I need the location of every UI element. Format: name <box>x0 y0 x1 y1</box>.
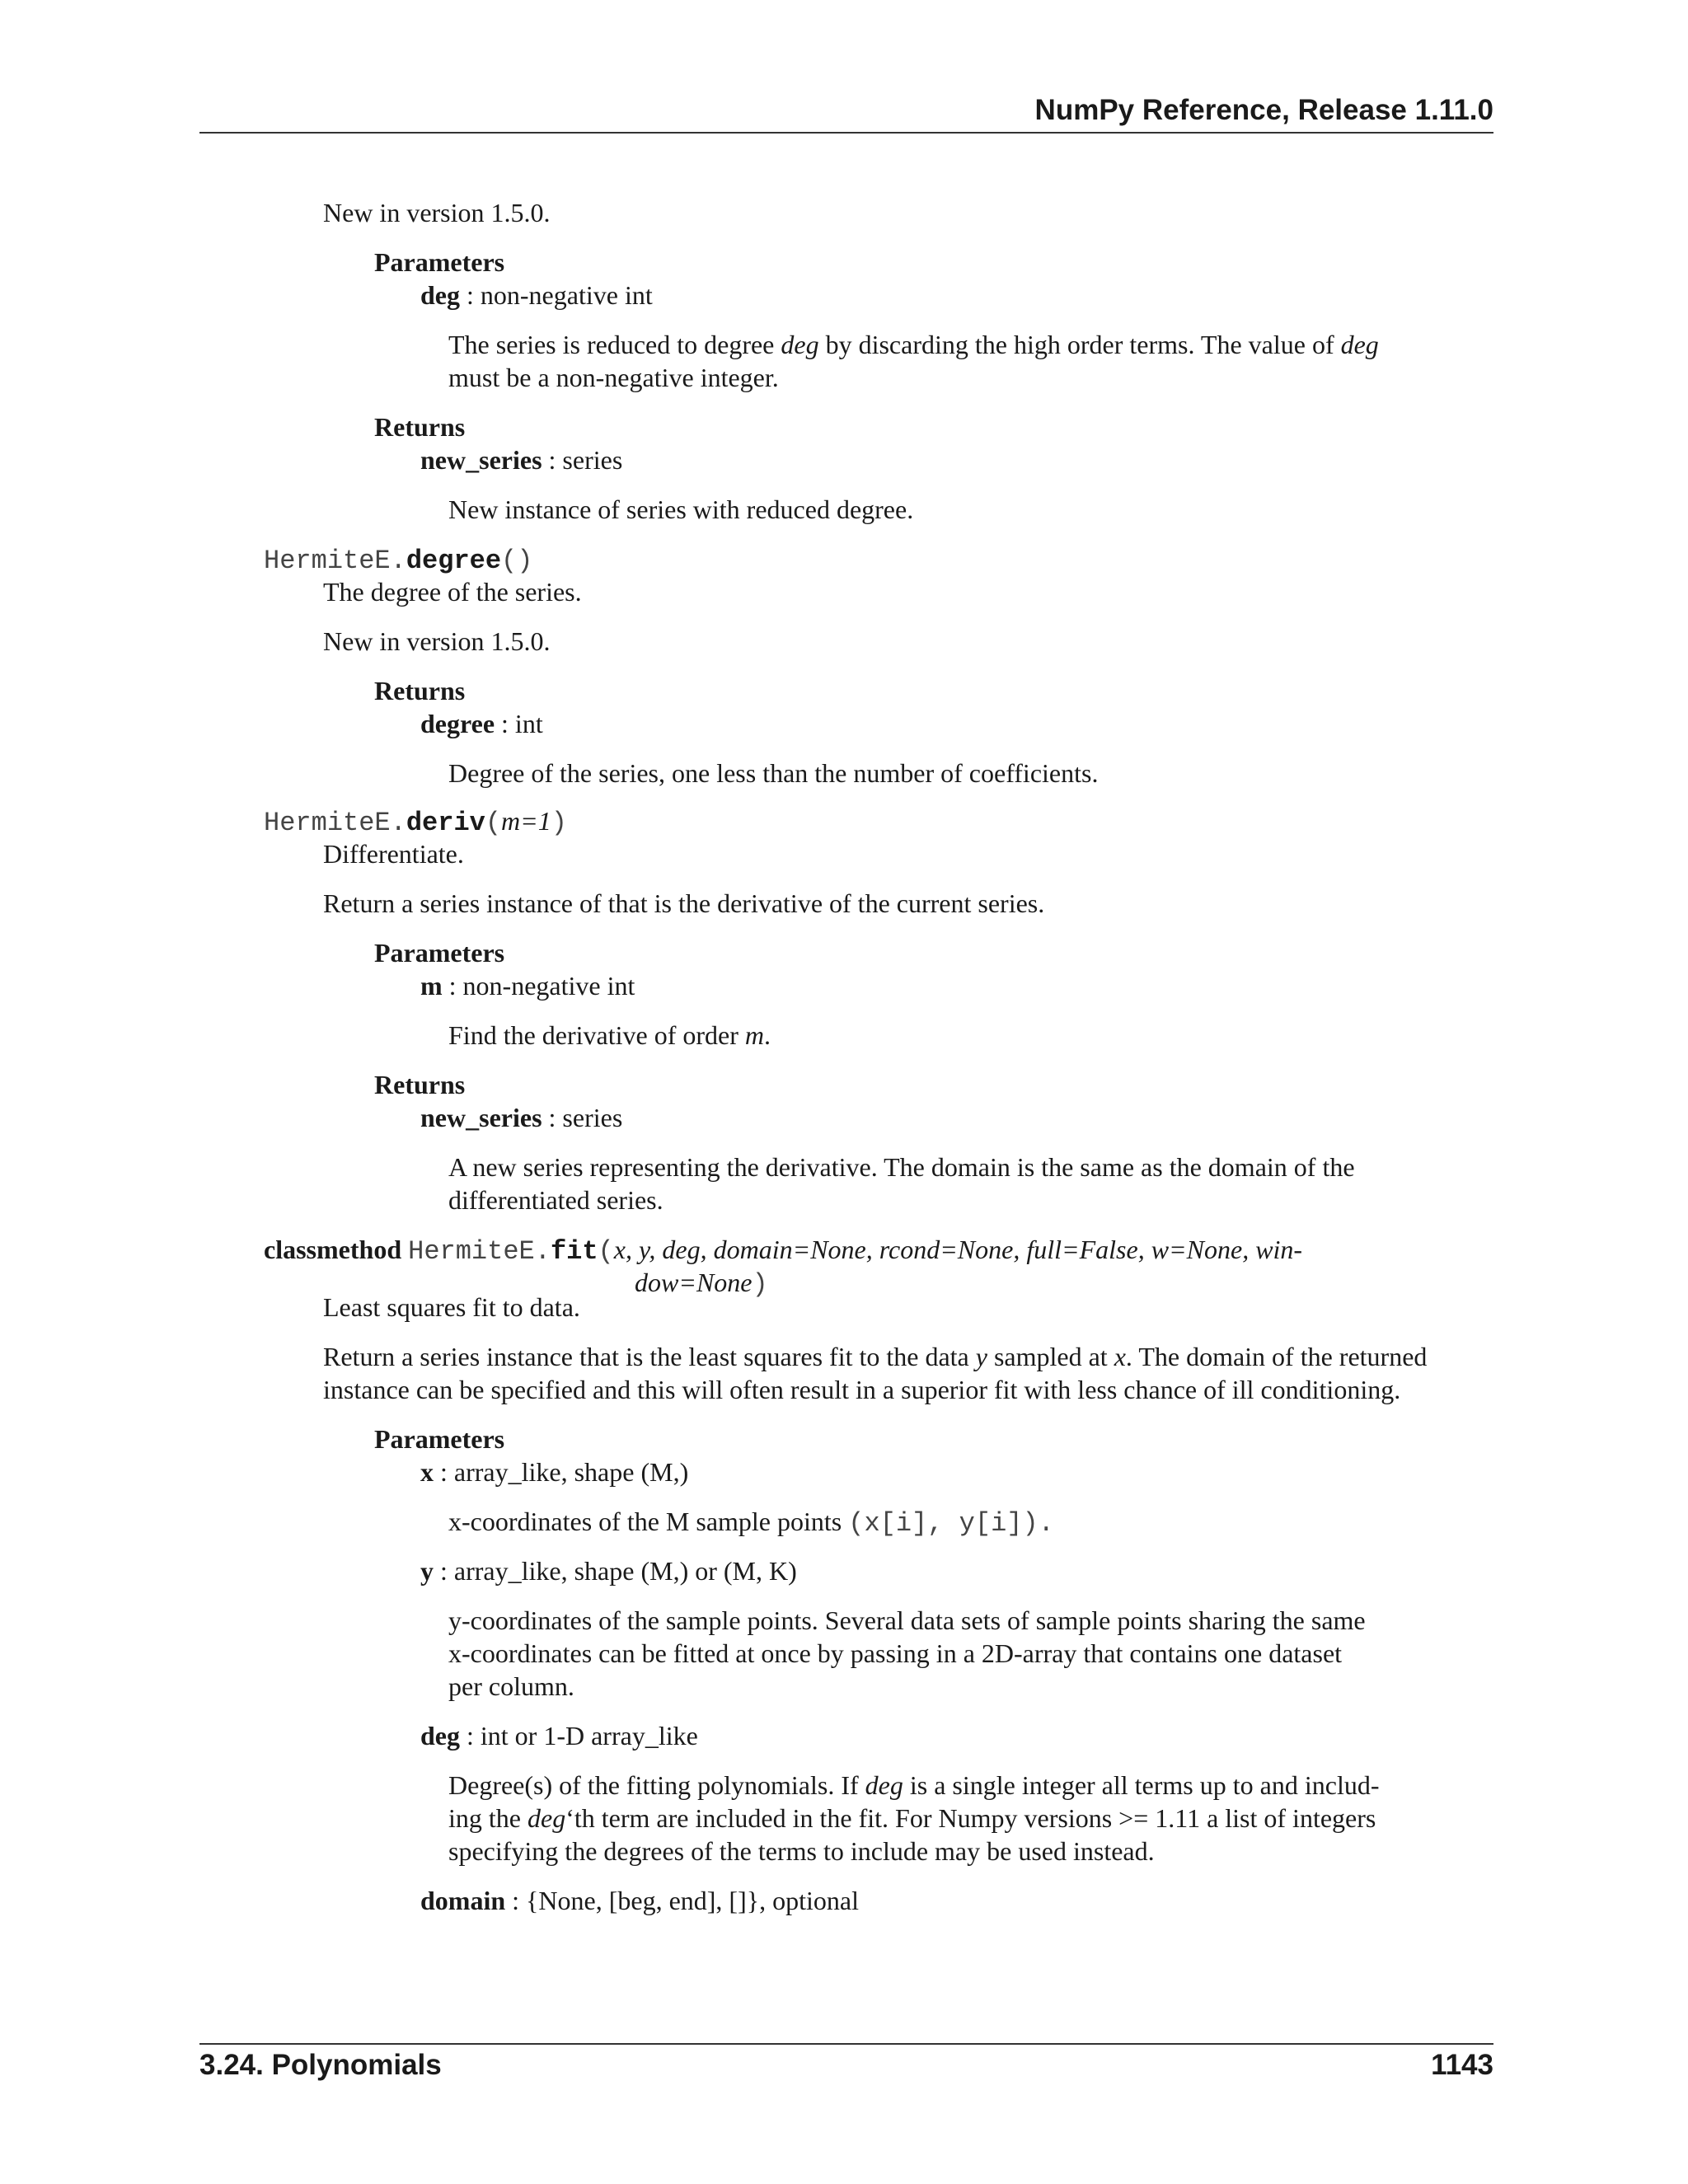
param-description: y-coordinates of the sample points. Several data sets of sample points sharing the same <box>448 1605 1366 1635</box>
method-summary: Least squares fit to data. <box>323 1292 580 1322</box>
param-description: x-coordinates can be fitted at once by passing in a 2D-array that contains one dataset <box>448 1638 1343 1668</box>
method-signature-fit-continued: dow=None) <box>635 1268 768 1300</box>
param-description: per column. <box>448 1671 574 1701</box>
param-description: specifying the degrees of the terms to include may be used instead. <box>448 1836 1155 1866</box>
param-deg: deg : non-negative int <box>420 280 653 310</box>
header-rule <box>199 132 1493 134</box>
parameters-heading: Parameters <box>374 247 505 277</box>
running-header: NumPy Reference, Release 1.11.0 <box>1034 94 1493 126</box>
return-description: differentiated series. <box>448 1185 663 1215</box>
param-description: The series is reduced to degree deg by discarding the high order terms. The value of deg <box>448 330 1379 359</box>
param-description: must be a non-negative integer. <box>448 363 779 392</box>
returns-heading: Returns <box>374 676 466 705</box>
param-description: x-coordinates of the M sample points (x[i], y[i]). <box>448 1507 1054 1539</box>
method-description: Return a series instance that is the least squares fit to the data y sampled at x. The domain of the returned <box>323 1342 1428 1371</box>
method-signature-degree: HermiteE.degree() <box>264 546 533 576</box>
return-new-series: new_series : series <box>420 1103 623 1132</box>
return-new-series: new_series : series <box>420 445 623 475</box>
returns-heading: Returns <box>374 412 466 442</box>
version-note: New in version 1.5.0. <box>323 198 551 227</box>
version-note: New in version 1.5.0. <box>323 626 551 656</box>
param-domain: domain : {None, [beg, end], []}, optional <box>420 1886 859 1915</box>
parameters-heading: Parameters <box>374 938 505 968</box>
page-number: 1143 <box>1431 2049 1493 2081</box>
method-summary: Differentiate. <box>323 839 464 869</box>
footer-rule <box>199 2043 1493 2045</box>
method-signature-fit: classmethod HermiteE.fit(x, y, deg, domain=None, rcond=None, full=False, w=None, win- <box>264 1235 1303 1267</box>
return-description: New instance of series with reduced degree. <box>448 494 914 524</box>
method-description: instance can be specified and this will often result in a superior fit with less chance of ill conditioning. <box>323 1375 1401 1404</box>
param-description: ing the deg‘th term are included in the fit. For Numpy versions >= 1.11 a list of integers <box>448 1803 1376 1833</box>
parameters-heading: Parameters <box>374 1424 505 1454</box>
return-description: Degree of the series, one less than the number of coefficients. <box>448 758 1099 788</box>
param-deg: deg : int or 1-D array_like <box>420 1721 698 1750</box>
param-y: y : array_like, shape (M,) or (M, K) <box>420 1556 797 1586</box>
param-description: Find the derivative of order m. <box>448 1020 771 1050</box>
param-x: x : array_like, shape (M,) <box>420 1457 689 1487</box>
param-m: m : non-negative int <box>420 971 635 1001</box>
return-degree: degree : int <box>420 709 543 738</box>
param-description: Degree(s) of the fitting polynomials. If deg is a single integer all terms up to and includ- <box>448 1770 1380 1800</box>
footer-section: 3.24. Polynomials <box>199 2049 442 2081</box>
method-description: Return a series instance of that is the derivative of the current series. <box>323 888 1045 918</box>
method-summary: The degree of the series. <box>323 577 582 607</box>
method-signature-deriv: HermiteE.deriv(m=1) <box>264 806 567 838</box>
return-description: A new series representing the derivative. The domain is the same as the domain of the <box>448 1152 1355 1182</box>
returns-heading: Returns <box>374 1070 466 1099</box>
